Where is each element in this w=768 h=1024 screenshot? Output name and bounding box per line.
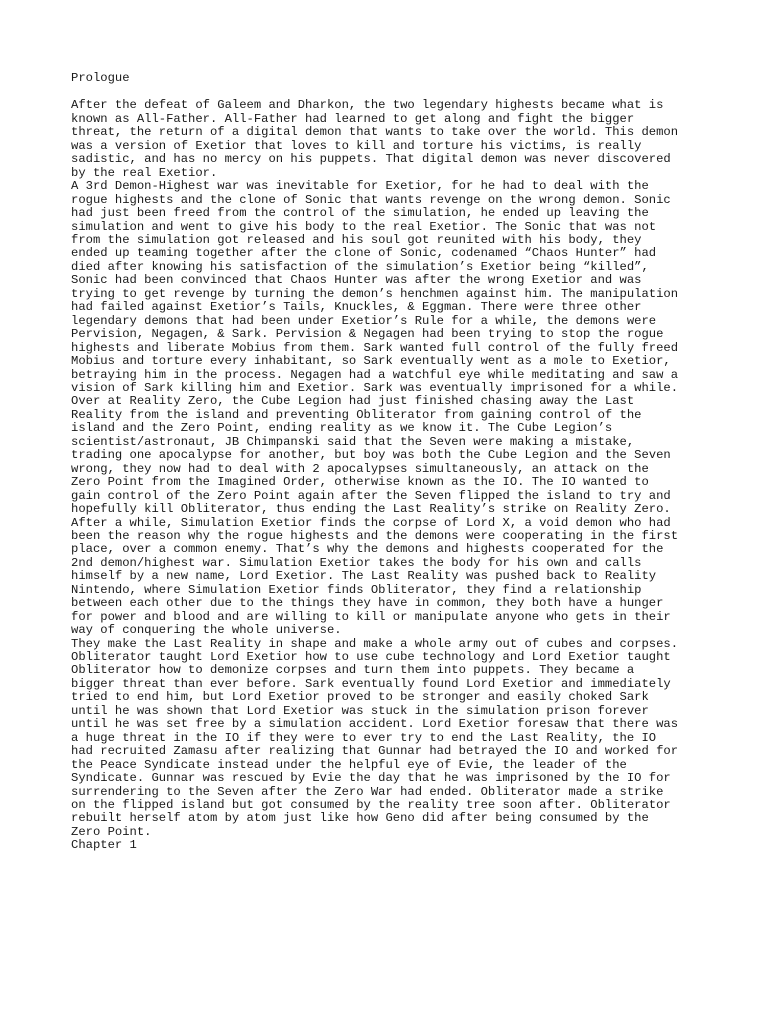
chapter-heading: Chapter 1 xyxy=(71,838,137,853)
paragraph-demon-highest-war: A 3rd Demon-Highest war was inevitable for Exetior, for he had to deal with the rogue highests and the clone of Sonic that wants revenge on the wrong demon. Sonic had just been freed from the control of the simulation, he ended up leaving the simulation and went to give his body to the real Exetior. The Sonic that was not from the simulation got released and his soul got reunited with his body, they ended up teaming together after the clone of Sonic, codenamed “Chaos Hunter” had died after knowing his satisfaction of the simulation’s Exetior being “killed”, Sonic had been convinced that Chaos Hunter was after the wrong Exetior and was trying to get revenge by turning the demon’s henchmen against him. The manipulation had failed against Exetior’s Tails, Knuckles, & Eggman. There were three other legendary demons that had been under Exetior’s Rule for a while, the demons were Pervision, Negagen, & Sark. Pervision & Negagen had been trying to stop the rogue highests and liberate Mobius from them. Sark wanted full control of the fully freed Mobius and torture every inhabitant, so Sark eventually went as a mole to Exetior, betraying him in the process. Negagen had a watchful eye while meditating and saw a vision of Sark killing him and Exetior. Sark was eventually imprisoned for a while. xyxy=(71,179,679,395)
prologue-heading: Prologue xyxy=(71,71,130,85)
document-body xyxy=(71,72,701,853)
paragraph-reality-zero: Over at Reality Zero, the Cube Legion had just finished chasing away the Last Reality from the island and preventing Obliterator from gaining control of the island and the Zero Point, ending reality as we know it. The Cube Legion’s scientist/astronaut, JB Chimpanski said that the Seven were making a mistake, trading one apocalypse for another, but boy was both the Cube Legion and the Seven wrong, they now had to deal with 2 apocalypses simultaneously, an attack on the Zero Point from the Imagined Order, otherwise known as the IO. The IO wanted to gain control of the Zero Point again after the Seven flipped the island to try and hopefully kill Obliterator, thus ending the Last Reality’s strike on Reality Zero. xyxy=(71,394,671,517)
paragraph-all-father: After the defeat of Galeem and Dharkon, the two legendary highests became what is known as All-Father. All-Father had learned to get along and fight the bigger threat, the return of a digital demon that wants to take over the world. This demon was a version of Exetior that loves to kill and torture his victims, is really sadistic, and has no mercy on his puppets. That digital demon was never discovered by the real Exetior. xyxy=(71,98,679,180)
paragraph-lord-exetior: After a while, Simulation Exetior finds the corpse of Lord X, a void demon who had been the reason why the rogue highests and the demons were cooperating in the first place, over a common enemy. That’s why the demons and highests cooperated for the 2nd demon/highest war. Simulation Exetior takes the body for his own and calls himself by a new name, Lord Exetior. The Last Reality was pushed back to Reality Nintendo, where Simulation Exetior finds Obliterator, they find a relationship between each other due to the things they have in common, they both have a hunger for power and blood and are willing to kill or manipulate anyone who gets in their way of conquering the whole universe. xyxy=(71,515,679,638)
paragraph-last-reality-army: They make the Last Reality in shape and make a whole army out of cubes and corpses. Obliterator taught Lord Exetior how to use cube technology and Lord Exetior taught Obliterator how to demonize corpses and turn them into puppets. They became a bigger threat than ever before. Sark eventually found Lord Exetior and immediately tried to end him, but Lord Exetior proved to be stronger and easily choked Sark until he was shown that Lord Exetior was stuck in the simulation prison forever until he was set free by a simulation accident. Lord Exetior foresaw that there was a huge threat in the IO if they were to ever try to end the Last Reality, the IO had recruited Zamasu after realizing that Gunnar had betrayed the IO and worked for the Peace Syndicate instead under the helpful eye of Evie, the leader of the Syndicate. Gunnar was rescued by Evie the day that he was imprisoned by the IO for surrendering to the Seven after the Zero War had ended. Obliterator made a strike on the flipped island but got consumed by the reality tree soon after. Obliterator rebuilt herself atom by atom just like how Geno did after being consumed by the Zero Point. xyxy=(71,636,679,839)
